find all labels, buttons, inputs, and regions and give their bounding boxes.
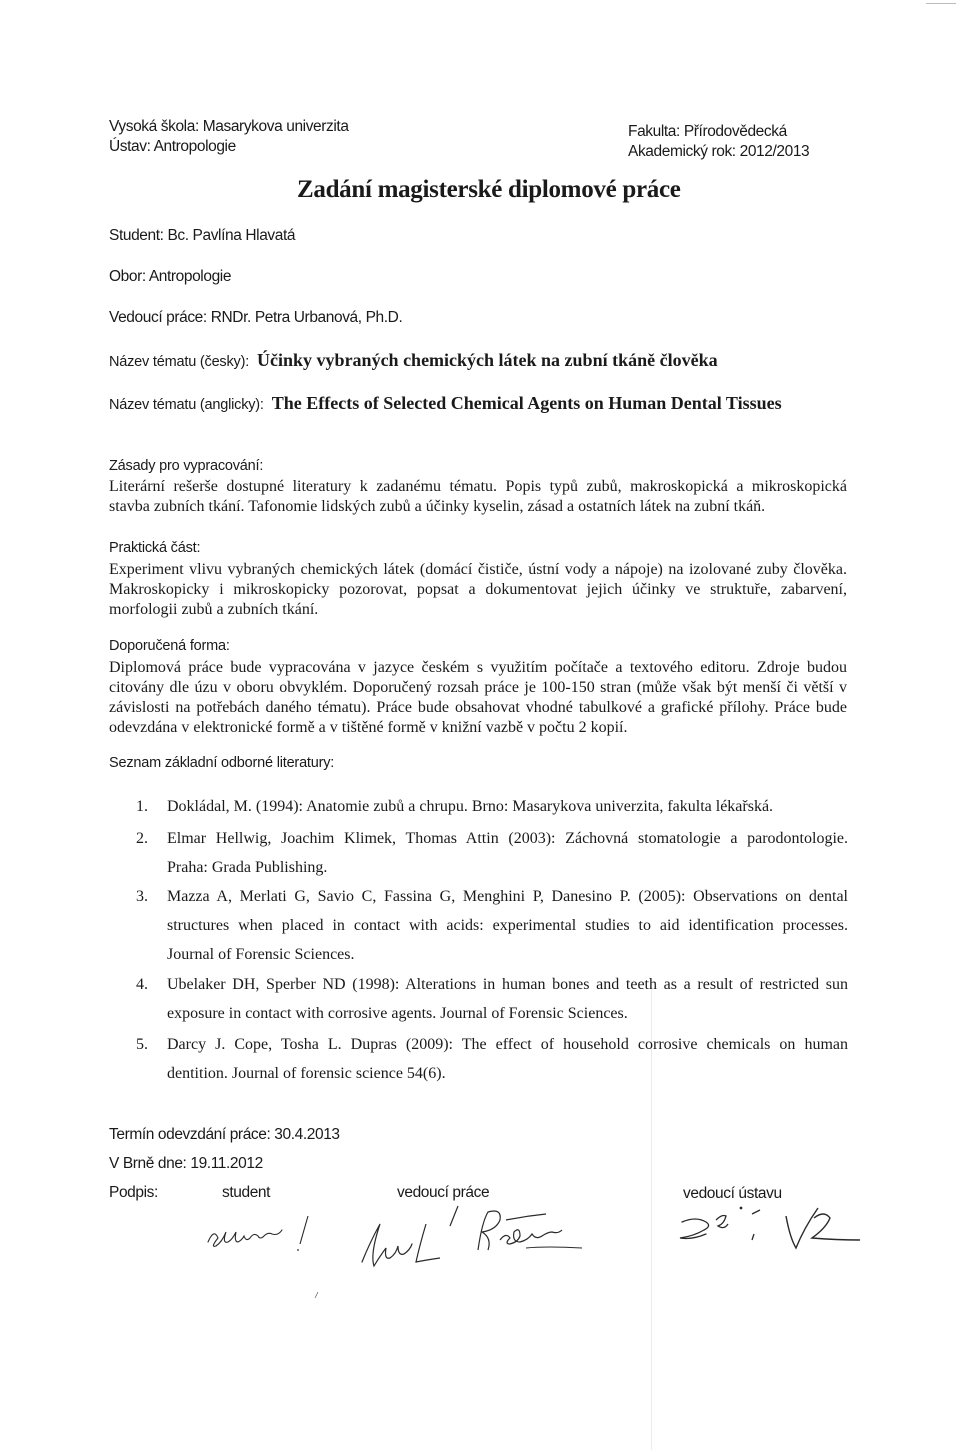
topic-czech-value: Účinky vybraných chemických látek na zubní tkáně člověka: [257, 350, 718, 370]
institute-label: Ústav: Antropologie: [109, 138, 236, 155]
reference-line: Mazza A, Merlati G, Savio C, Fassina G, Menghini P, Danesino P. (2005): Observations on dental: [167, 888, 848, 905]
topic-english-value: The Effects of Selected Chemical Agents on Human Dental Tissues: [271, 393, 782, 413]
principles-heading: Zásady pro vypracování:: [109, 458, 264, 474]
reference-item: [136, 792, 848, 821]
document-title: Zadání magisterské diplomové práce: [297, 176, 681, 203]
principles-line: stavba zubních tkání. Tafonomie lidských zubů a účinky kyselin, zásad a ostatních látek na zubní tkáň.: [109, 498, 766, 515]
reference-number: 3.: [136, 888, 148, 905]
reference-line: Elmar Hellwig, Joachim Klimek, Thomas Attin (2003): Záchovná stomatologie a parodontologie.: [167, 830, 848, 847]
reference-item: [136, 970, 848, 1028]
student-name: Student: Bc. Pavlína Hlavatá: [109, 227, 296, 244]
practical-heading: Praktická část:: [109, 540, 201, 556]
form-text: [109, 658, 847, 738]
principles-text: [109, 477, 847, 517]
place-date: V Brně dne: 19.11.2012: [109, 1155, 263, 1172]
reference-item: [136, 1030, 848, 1088]
reference-item: [136, 882, 848, 969]
faculty-label: Fakulta: Přírodovědecká: [628, 123, 787, 140]
topic-czech-row: [109, 350, 718, 371]
literature-heading: Seznam základní odborné literatury:: [109, 755, 335, 771]
reference-number: 1.: [136, 798, 148, 815]
signature-supervisor-label: vedoucí práce: [397, 1184, 490, 1201]
form-heading: Doporučená forma:: [109, 638, 230, 654]
reference-line: Journal of Forensic Sciences.: [167, 946, 355, 963]
reference-line: structures when placed in contact with acids: experimental studies to aid identification processes.: [167, 917, 848, 934]
practical-line: morfologii zubů a zubních tkání.: [109, 601, 319, 618]
reference-number: 4.: [136, 976, 148, 993]
form-line: závislosti na potřebách daného tématu). Práce bude obsahovat vhodné tabulkové a grafické přílohy. Práce bude: [109, 699, 847, 716]
practical-text: [109, 560, 847, 620]
reference-line: exposure in contact with corrosive agents. Journal of Forensic Sciences.: [167, 1005, 628, 1022]
topic-english-row: [109, 393, 782, 414]
signature-head-label: vedoucí ústavu: [683, 1185, 782, 1202]
practical-line: Experiment vlivu vybraných chemických látek (domácí čističe, ústní vody a nápoje) na izolované zuby člověka.: [109, 561, 847, 578]
reference-line: Dokládal, M. (1994): Anatomie zubů a chrupu. Brno: Masarykova univerzita, fakulta lékařská.: [167, 798, 774, 815]
form-line: citovány dle úzu v oboru obvyklém. Doporučený rozsah práce je 100-150 stran (může však být menší či větší v: [109, 679, 847, 696]
submission-deadline: Termín odevzdání práce: 30.4.2013: [109, 1126, 340, 1143]
field-of-study: Obor: Antropologie: [109, 268, 232, 285]
principles-line: Literární rešerše dostupné literatury k zadanému tématu. Popis typů zubů, makroskopická a mikroskopická: [109, 478, 847, 495]
reference-number: 5.: [136, 1036, 148, 1053]
reference-number: 2.: [136, 830, 148, 847]
reference-line: dentition. Journal of forensic science 54(6).: [167, 1065, 446, 1082]
supervisor-name: Vedoucí práce: RNDr. Petra Urbanová, Ph.D.: [109, 309, 403, 326]
form-line: odevzdána v elektronické formě a v tištěné formě v knižní vazbě v počtu 2 kopií.: [109, 719, 628, 736]
signature-student-label: student: [222, 1184, 271, 1201]
scan-edge-mark: [926, 3, 956, 4]
topic-english-label: Název tématu (anglicky):: [109, 397, 264, 413]
form-line: Diplomová práce bude vypracována v jazyce českém s využitím počítače a textového editoru. Zdroje budou: [109, 659, 847, 676]
reference-item: [136, 824, 848, 882]
practical-line: Makroskopicky i mikroskopicky pozorovat, popsat a dokumentovat jejich účinky ve struktuře, zabarvení,: [109, 581, 847, 598]
reference-line: Ubelaker DH, Sperber ND (1998): Alterations in human bones and teeth as a result of restricted sun: [167, 976, 848, 993]
reference-line: Praha: Grada Publishing.: [167, 859, 328, 876]
topic-czech-label: Název tématu (česky):: [109, 354, 250, 370]
reference-line: Darcy J. Cope, Tosha L. Dupras (2009): The effect of household corrosive chemicals on human: [167, 1036, 848, 1053]
signature-label: Podpis:: [109, 1184, 158, 1201]
school-label: Vysoká škola: Masarykova univerzita: [109, 118, 349, 135]
academic-year-label: Akademický rok: 2012/2013: [628, 143, 810, 160]
